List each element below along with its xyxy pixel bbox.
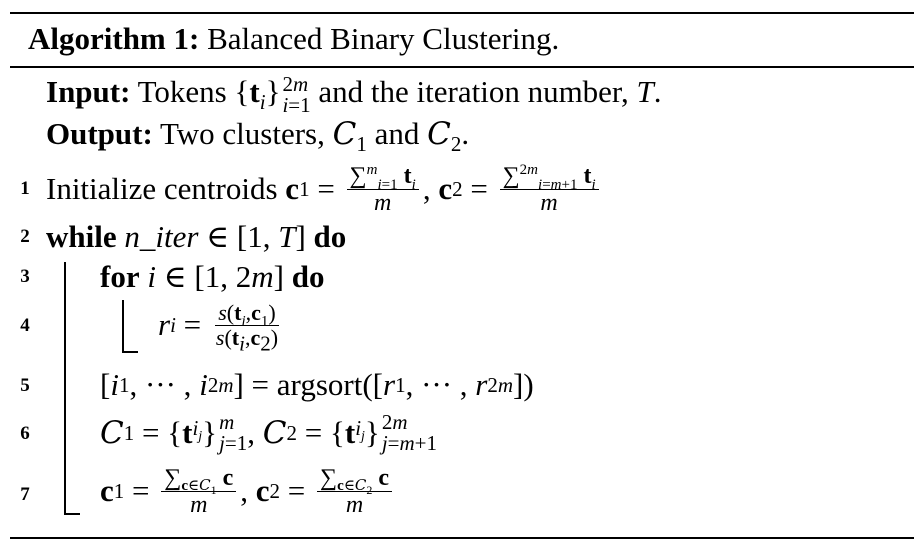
top-rule bbox=[10, 12, 914, 14]
output-label: Output: bbox=[46, 116, 153, 151]
output-text: Two clusters, bbox=[160, 116, 325, 151]
algorithm-title bbox=[28, 16, 559, 62]
keyword-while: while bbox=[46, 219, 117, 254]
algorithm-label: Algorithm 1: bbox=[28, 21, 200, 56]
keyword-do: do bbox=[313, 219, 347, 254]
input-formula: $\{t_i\}$ 2m i=1 bbox=[234, 71, 311, 117]
title-rule bbox=[10, 66, 914, 68]
line-number: 6 bbox=[20, 423, 30, 444]
for-block-end bbox=[122, 351, 138, 353]
line-number: 5 bbox=[20, 375, 30, 396]
line-number: 4 bbox=[20, 315, 30, 336]
iteration-symbol: T bbox=[636, 74, 654, 109]
input-text-pre: Tokens bbox=[137, 74, 227, 109]
input-line: Input: Tokens $\{t_i\}$ 2m i=1 and the iteration number, T. bbox=[46, 71, 662, 117]
step-for: for i ∈ [1, 2 m ] do bbox=[100, 259, 325, 294]
centroid-1-fraction: $\frac{\sum^m_{i=1} t_i}{m}$ bbox=[347, 163, 419, 216]
input-label: Input: bbox=[46, 74, 131, 109]
step-text: Initialize centroids bbox=[46, 171, 278, 206]
step-update-centroids: c 1 = $\frac{\sum_{c\in C_1} c}{m}$ , c 2 = $\frac{\sum_{c\in C_2} c}{m}$ bbox=[100, 466, 396, 516]
keyword-do: do bbox=[291, 259, 325, 294]
for-block-bar bbox=[122, 300, 124, 352]
while-block-end bbox=[64, 513, 80, 515]
step-initialize: Initialize centroids c 1 = $\frac{\sum^m_{i=1} t_i}{m}$ , c 2 = $\frac{\sum^{2m}_{i=m+1} t_i}{m}$ bbox=[46, 164, 603, 214]
step-ratio: r i = $\frac{s(t_i,c_1)}{s(t_i,c_2)}$ bbox=[158, 300, 285, 350]
output-and: and bbox=[374, 116, 420, 151]
line-number: 3 bbox=[20, 266, 30, 287]
while-block-bar bbox=[64, 262, 66, 514]
bottom-rule bbox=[10, 537, 914, 539]
cluster-2-symbol: C bbox=[427, 116, 451, 152]
input-text-post: and the iteration number, bbox=[318, 74, 629, 109]
step-argsort: [ i 1 , ··· , i 2m ] = argsort ([ r 1 , ··· , r 2m ]) bbox=[100, 367, 534, 402]
argsort-function: argsort bbox=[276, 367, 363, 402]
update-centroid-1-fraction: $\frac{\sum_{c\in C_1} c}{m}$ bbox=[161, 465, 236, 518]
algorithm-name: Balanced Binary Clustering. bbox=[207, 21, 560, 56]
step-assign-clusters: C 1 = { t $i_j$ } m j=1 , C 2 = { t $i_j$ } 2m j=m+1 bbox=[100, 410, 438, 455]
centroid-2-fraction: $\frac{\sum^{2m}_{i=m+1} t_i}{m}$ bbox=[500, 163, 599, 216]
line-number: 1 bbox=[20, 178, 30, 199]
loop-variable: n_iter bbox=[124, 219, 199, 254]
ratio-fraction: $\frac{s(t_i,c_1)}{s(t_i,c_2)}$ bbox=[215, 299, 279, 355]
cluster-1-symbol: C bbox=[332, 116, 357, 152]
keyword-for: for bbox=[100, 259, 140, 294]
output-line: Output: Two clusters, $C_1$ and $C_2$. bbox=[46, 116, 470, 157]
line-number: 7 bbox=[20, 484, 30, 505]
line-number: 2 bbox=[20, 226, 30, 247]
step-while: while n_iter ∈ [1, T ] do bbox=[46, 219, 347, 254]
update-centroid-2-fraction: $\frac{\sum_{c\in C_2} c}{m}$ bbox=[317, 465, 392, 518]
